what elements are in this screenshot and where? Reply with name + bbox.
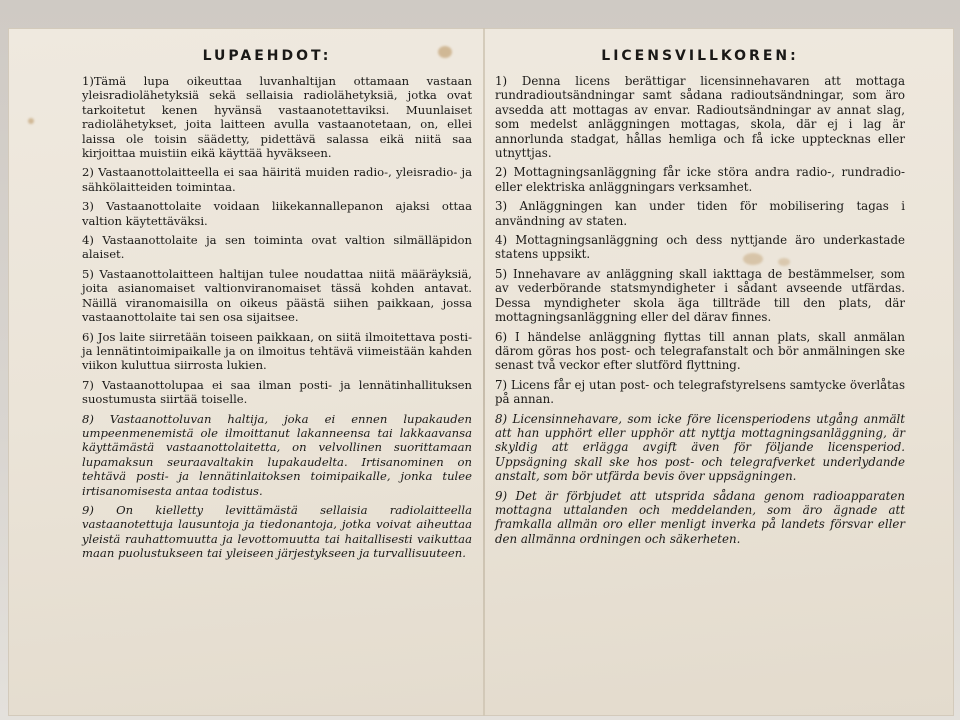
stain bbox=[28, 118, 34, 124]
paper-fold bbox=[483, 28, 485, 716]
clause-1: 1) Denna licens berättigar licensinnehavaren att mottaga rundradioutsändningar samt sådana radioutsändningar, som äro avsedda att mottagas av envar. Radioutsändningar av annat slag, som medelst anläggningen mottagas, skola, där ej i lag är annorlunda stadgat, hållas hemliga och få icke upptecknas eller utnyttjas. bbox=[495, 74, 905, 161]
clause-4: 4) Vastaanottolaite ja sen toiminta ovat valtion silmälläpidon alaiset. bbox=[82, 233, 472, 262]
clause-2: 2) Mottagningsanläggning får icke störa andra radio-, rundradio- eller elektriska anläggningars verksamhet. bbox=[495, 165, 905, 194]
clause-6: 6) Jos laite siirretään toiseen paikkaan, on siitä ilmoitettava posti- ja lennätintoimipaikalle ja on ilmoitus tehtävä viimeistään kahden viikon kuluttua siirrosta lukien. bbox=[82, 329, 472, 373]
finnish-clauses bbox=[82, 74, 472, 561]
clause-8: 8) Vastaanottoluvan haltija, joka ei ennen lupakauden umpeenmenemistä ole ilmoittanut lakanneensa tai lakkaavansa käyttämästä vastaanottolaitetta, on velvollinen suorittamaan lupamaksun seuraavaltakin lupakaudelta. Irtisanominen on tehtävä posti- ja lennätinlaitoksen toimipaikalle, jonka tulee irtisanomisesta antaa todistus. bbox=[82, 411, 472, 498]
swedish-heading: LICENSVILLKOREN: bbox=[601, 48, 799, 64]
clause-7: 7) Licens får ej utan post- och telegrafstyrelsens samtycke överlåtas på annan. bbox=[495, 377, 905, 407]
clause-2: 2) Vastaanottolaitteella ei saa häiritä muiden radio-, yleisradio- ja sähkölaitteiden toimintaa. bbox=[82, 165, 472, 194]
swedish-clauses bbox=[495, 74, 905, 546]
clause-4: 4) Mottagningsanläggning och dess nyttjande äro underkastade statens uppsikt. bbox=[495, 233, 905, 262]
clause-5: 5) Vastaanottolaitteen haltijan tulee noudattaa niitä määräyksiä, joita asianomaiset valtionviranomaiset tässä kohden antavat. Näillä viranomaisilla on oikeus päästä siihen paikkaan, jossa vastaanottolaite tai sen osa sijaitsee. bbox=[82, 266, 472, 325]
clause-9: 9) Det är förbjudet att utsprida sådana genom radioapparaten mottagna uttalanden och meddelanden, som äro ägnade att framkalla allmän oro eller menligt inverka på landets försvar eller den allmänna ordningen och säkerheten. bbox=[495, 488, 905, 546]
finnish-column bbox=[82, 48, 472, 566]
clause-3: 3) Anläggningen kan under tiden för mobilisering tagas i användning av staten. bbox=[495, 199, 905, 228]
clause-6: 6) I händelse anläggning flyttas till annan plats, skall anmälan därom göras hos post- och telegrafanstalt och bör anmälningen ske senast två veckor efter slutförd flyttning. bbox=[495, 329, 905, 373]
finnish-heading: LUPAEHDOT: bbox=[202, 48, 332, 64]
clause-1: 1)Tämä lupa oikeuttaa luvanhaltijan ottamaan vastaan yleisradiolähetyksiä sekä sellaisia radiolähetyksiä, jotka ovat tarkoitetut kenen hyvänsä vastaanotettaviksi. Muunlaiset radiolähetykset, joita laitteen avulla vastaanotetaan, on, ellei laissa ole toisin säädetty, pidettävä salassa eikä niitä saa kirjoittaa muistiin eikä käyttää hyväkseen. bbox=[82, 74, 472, 161]
clause-5: 5) Innehavare av anläggning skall iakttaga de bestämmelser, som av vederbörande statsmyndigheter i sådant avseende utfärdas. Dessa myndigheter skola äga tillträde till den plats, där mottagningsanläggning eller del därav finnes. bbox=[495, 266, 905, 325]
clause-3: 3) Vastaanottolaite voidaan liikekannallepanon ajaksi ottaa valtion käytettäväksi. bbox=[82, 199, 472, 228]
swedish-column bbox=[495, 48, 905, 551]
clause-9: 9) On kielletty levittämästä sellaisia radiolaitteella vastaanotettuja lausuntoja ja tiedonantoja, jotka voivat aiheuttaa yleistä rauhattomuutta ja levottomuutta tai haitallisesti vaikuttaa maan puolustukseen tai yleiseen järjestykseen ja turvallisuuteen. bbox=[82, 502, 472, 561]
clause-7: 7) Vastaanottolupaa ei saa ilman posti- ja lennätinhallituksen suostumusta siirtää toiselle. bbox=[82, 377, 472, 407]
clause-8: 8) Licensinnehavare, som icke före licensperiodens utgång anmält att han upphört eller upphör att nyttja mottagningsanläggning, är skyldig att erlägga avgift även för följande licensperiod. Uppsägning skall ske hos post- och telegrafverket underlydande anstalt, som bör utfärda bevis över uppsägningen. bbox=[495, 411, 905, 484]
